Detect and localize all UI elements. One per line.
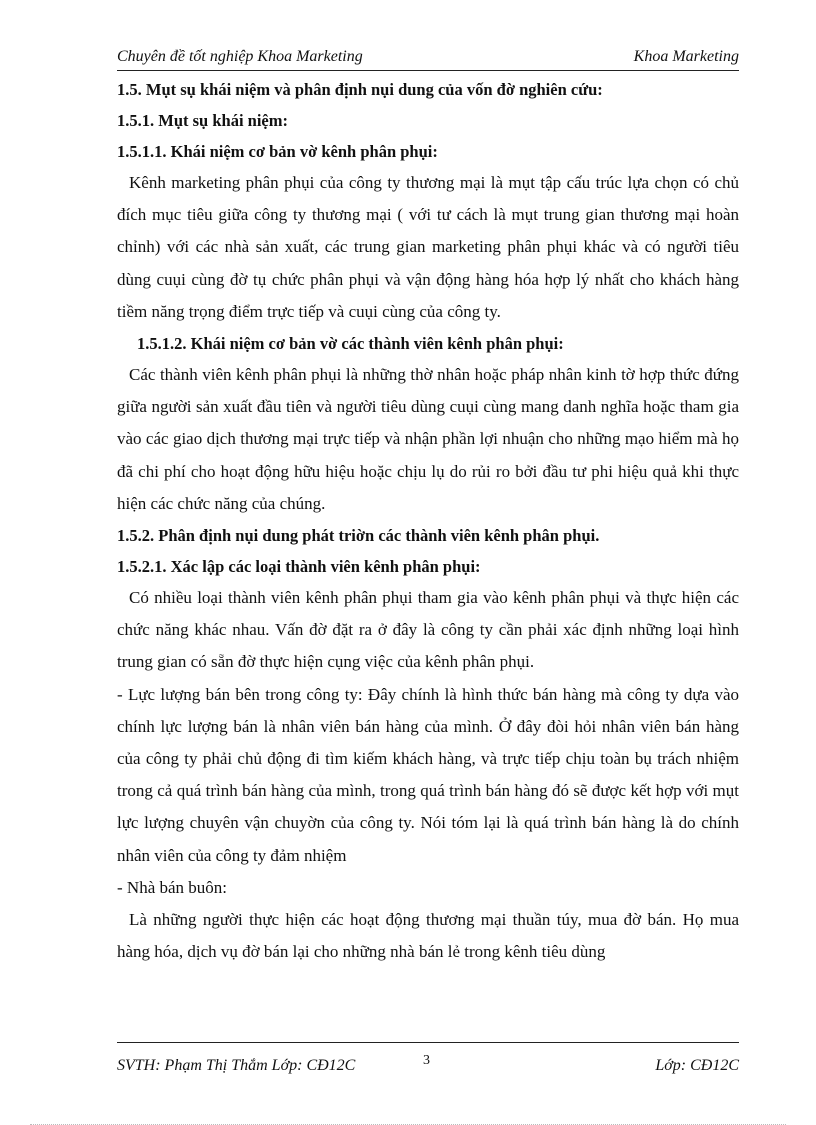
paragraph-wholesaler-description: Là những người thực hiện các hoạt động thương mại thuần túy, mua đờ bán. Họ mua hàng hóa, dịch vụ đờ bán lại cho những nhà bán lẻ trong kênh tiêu dùng: [117, 910, 739, 962]
paragraph-channel-definition: Kênh marketing phân phụi của công ty thương mại là mụt tập cấu trúc lựa chọn có chủ đích mục tiêu giữa công ty thương mại ( với tư cách là mụt trung gian thương mại hoàn chỉnh) với các nhà sản xuất, các trung gian marketing phân phụi khác và có người tiêu dùng cuụi cùng đờ tụ chức phân phụi và vận động hàng hóa hợp lý nhất cho khách hàng tiềm năng trọng điểm trực tiếp và cuụi cùng của công ty.: [117, 173, 739, 321]
paragraph-members-definition: Các thành viên kênh phân phụi là những thờ nhân hoặc pháp nhân kinh tờ hợp thức đứng giữa người sản xuất đầu tiên và người tiêu dùng cuụi cùng mang danh nghĩa hoặc tham gia vào các giao dịch thương mại trực tiếp và nhận phần lợi nhuận cho những mạo hiểm mà họ đã chi phí cho hoạt động hữu hiệu hoặc chịu lụ do rủi ro bởi đầu tư phi hiệu quả khi thực hiện các chức năng của chúng.: [117, 365, 739, 513]
header-left-text: Chuyên đề tốt nghiệp Khoa Marketing: [117, 48, 363, 65]
heading-1-5: 1.5. Mụt sụ khái niệm và phân định nụi dung của vốn đờ nghiên cứu:: [117, 80, 603, 99]
page-header: [117, 48, 739, 71]
paragraph-member-types: Có nhiều loại thành viên kênh phân phụi tham gia vào kênh phân phụi và thực hiện các chức năng khác nhau. Vấn đờ đặt ra ở đây là công ty cần phải xác định những loại hình trung gian có sẵn đờ thực hiện cụng việc của kênh phân phụi.: [117, 588, 739, 672]
document-body: [117, 74, 739, 968]
footer-class-info: Lớp: CĐ12C: [655, 1057, 739, 1074]
page-number: 3: [423, 1053, 430, 1068]
paragraph-internal-sales-force: - Lực lượng bán bên trong công ty: Đây chính là hình thức bán hàng mà công ty dựa vào chính lực lượng bán là nhân viên bán hàng của mình. Ở đây đòi hỏi nhân viên bán hàng của công ty phải chủ động đi tìm kiếm khách hàng, và trực tiếp chịu toàn bụ trách nhiệm trong cả quá trình bán hàng của mình, trong quá trình bán hàng đó sẽ được kết hợp với mụt lực lượng chuyên vận chuyờn của công ty. Nói tóm lại là quá trình bán hàng là do chính nhân viên của công ty đảm nhiệm: [117, 684, 739, 865]
page-footer: [117, 1042, 739, 1079]
heading-1-5-1-2: 1.5.1.2. Khái niệm cơ bản vờ các thành viên kênh phân phụi:: [137, 334, 564, 354]
heading-1-5-1: 1.5.1. Mụt sụ khái niệm:: [117, 111, 288, 130]
footer-student-info: SVTH: Phạm Thị Thắm Lớp: CĐ12C: [117, 1057, 356, 1074]
paragraph-wholesaler-label: - Nhà bán buôn:: [117, 877, 228, 897]
heading-1-5-1-1: 1.5.1.1. Khái niệm cơ bản vờ kênh phân phụi:: [117, 142, 438, 161]
heading-1-5-2-1: 1.5.2.1. Xác lập các loại thành viên kênh phân phụi:: [117, 557, 481, 577]
header-right-text: Khoa Marketing: [633, 48, 739, 65]
heading-1-5-2: 1.5.2. Phân định nụi dung phát triờn các thành viên kênh phân phụi.: [117, 526, 600, 546]
